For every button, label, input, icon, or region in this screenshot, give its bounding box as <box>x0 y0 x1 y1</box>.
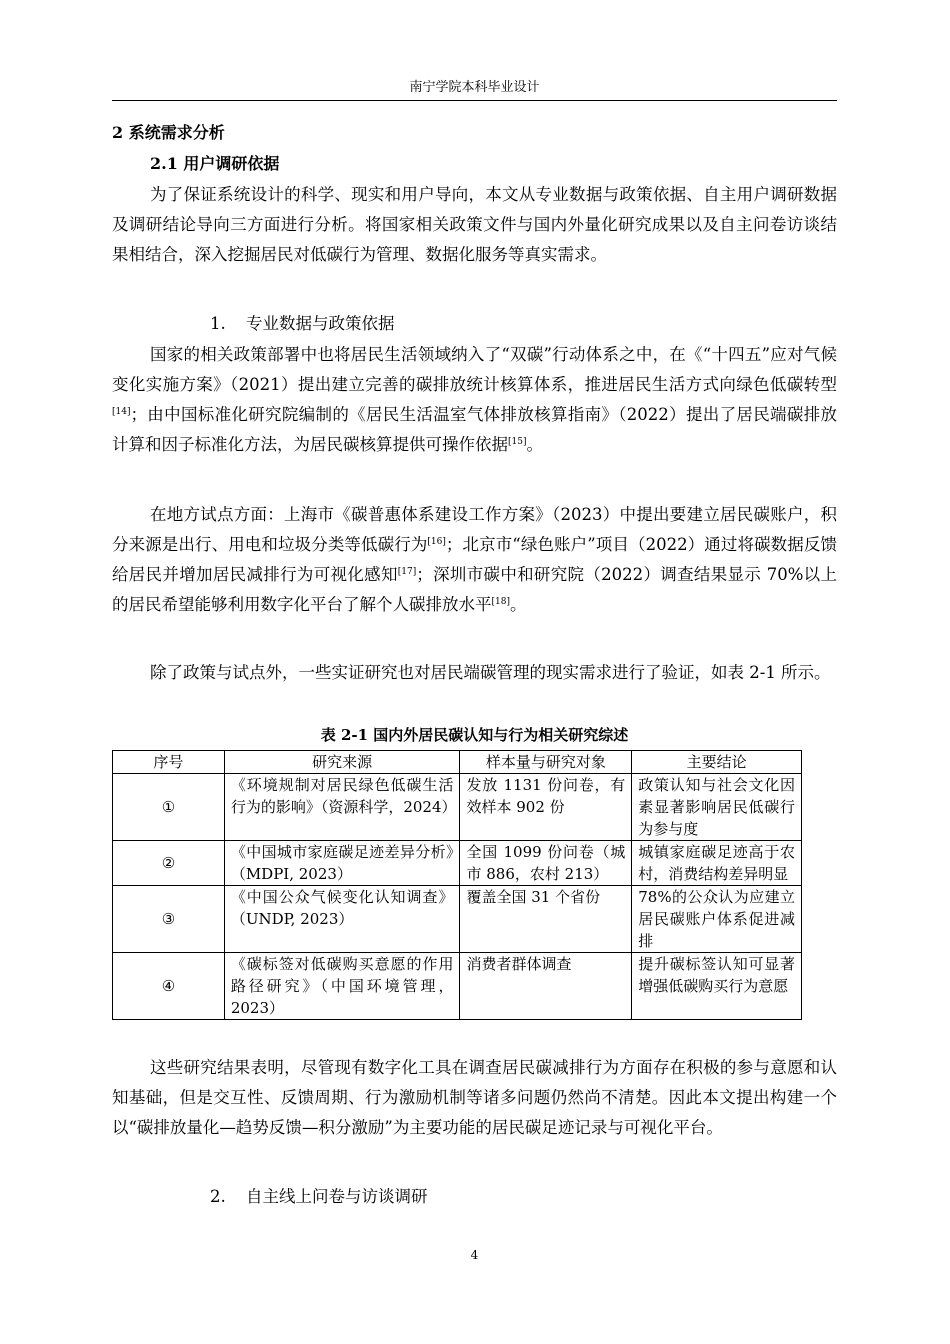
list-item-number: 1. <box>210 314 226 333</box>
table-row <box>113 774 802 841</box>
table-row <box>113 841 802 886</box>
row-sample: 消费者群体调查 <box>460 953 632 1020</box>
header-rule <box>112 100 837 101</box>
row-finding: 提升碳标签认知可显著增强低碳购买行为意愿 <box>632 953 802 1020</box>
page-header: 南宁学院本科毕业设计 <box>409 80 540 95</box>
row-finding: 政策认知与社会文化因素显著影响居民低碳行为参与度 <box>632 774 802 841</box>
pilot-text-a: 在地方试点方面：上海市《碳普惠体系建设工作方案》（2023）中提出要建立居民碳账户，积分来源是出行、用电和垃圾分类等低碳行为 <box>112 505 837 554</box>
pilot-text-b: ；北京市“绿色账户”项目（2022）通过将碳数据反馈给居民并增加居民减排行为可视化感知 <box>112 535 837 584</box>
row-source: 《环境规制对居民绿色低碳生活行为的影响》（资源科学，2024） <box>224 774 460 841</box>
row-sample: 覆盖全国 31 个省份 <box>460 886 632 953</box>
row-finding: 城镇家庭碳足迹高于农村，消费结构差异明显 <box>632 841 802 886</box>
page-number: 4 <box>470 1248 479 1262</box>
row-sample: 发放 1131 份问卷，有效样本 902 份 <box>460 774 632 841</box>
row-finding: 78%的公众认为应建立居民碳账户体系促进减排 <box>632 886 802 953</box>
policy-text-c: 。 <box>526 435 543 454</box>
row-index: ② <box>113 841 225 886</box>
table-caption: 表 2-1 国内外居民碳认知与行为相关研究综述 <box>320 726 629 744</box>
table-header-cell: 研究来源 <box>224 751 460 774</box>
citation-14: [14] <box>112 407 131 417</box>
citation-18: [18] <box>491 597 510 607</box>
row-source: 《中国公众气候变化认知调查》（UNDP, 2023） <box>224 886 460 953</box>
table-row <box>113 886 802 953</box>
list-item-text: 自主线上问卷与访谈调研 <box>246 1187 428 1206</box>
section-heading: 2 系统需求分析 <box>112 123 225 142</box>
list-item <box>210 1183 428 1207</box>
table-row <box>113 953 802 1020</box>
table-header-cell: 主要结论 <box>632 751 802 774</box>
row-source: 《碳标签对低碳购买意愿的作用路径研究》（中国环境管理，2023） <box>224 953 460 1020</box>
policy-text-a: 国家的相关政策部署中也将居民生活领域纳入了“双碳”行动体系之中，在《“十四五”应对气候变化实施方案》（2021）提出建立完善的碳排放统计核算体系，推进居民生活方式向绿色低碳转型 <box>112 345 837 394</box>
table-header-row <box>113 751 802 774</box>
subsection-heading: 2.1 用户调研依据 <box>150 154 280 173</box>
row-index: ④ <box>113 953 225 1020</box>
policy-text-b: ；由中国标准化研究院编制的《居民生活温室气体排放核算指南》（2022）提出了居民端碳排放计算和因子标准化方法，为居民碳核算提供可操作依据 <box>112 405 837 454</box>
row-sample: 全国 1099 份问卷（城市 886，农村 213） <box>460 841 632 886</box>
row-source: 《中国城市家庭碳足迹差异分析》（MDPI, 2023） <box>224 841 460 886</box>
table-header-cell: 样本量与研究对象 <box>460 751 632 774</box>
row-index: ① <box>113 774 225 841</box>
policy-paragraph <box>112 340 837 460</box>
row-index: ③ <box>113 886 225 953</box>
list-item <box>210 310 395 334</box>
table-header-cell: 序号 <box>113 751 225 774</box>
intro-paragraph: 为了保证系统设计的科学、现实和用户导向，本文从专业数据与政策依据、自主用户调研数据及调研结论导向三方面进行分析。将国家相关政策文件与国内外量化研究成果以及自主问卷访谈结果相结合，深入挖掘居民对低碳行为管理、数据化服务等真实需求。 <box>112 185 837 264</box>
conclusion-paragraph: 这些研究结果表明，尽管现有数字化工具在调查居民碳减排行为方面存在积极的参与意愿和认知基础，但是交互性、反馈周期、行为激励机制等诸多问题仍然尚不清楚。因此本文提出构建一个以“碳排放量化—趋势反馈—积分激励”为主要功能的居民碳足迹记录与可视化平台。 <box>112 1058 837 1137</box>
research-table <box>112 750 802 1020</box>
citation-15: [15] <box>508 437 527 447</box>
empirical-paragraph: 除了政策与试点外，一些实证研究也对居民端碳管理的现实需求进行了验证，如表 2-1 所示。 <box>150 663 831 682</box>
citation-16: [16] <box>427 537 446 547</box>
pilot-text-d: 。 <box>509 595 527 614</box>
list-item-number: 2. <box>210 1187 226 1206</box>
citation-17: [17] <box>397 567 417 577</box>
pilot-paragraph <box>112 500 837 620</box>
pilot-text-c: ；深圳市碳中和研究院（2022）调查结果显示 70%以上的居民希望能够利用数字化平台了解个人碳排放水平 <box>112 565 837 614</box>
list-item-text: 专业数据与政策依据 <box>246 314 395 333</box>
